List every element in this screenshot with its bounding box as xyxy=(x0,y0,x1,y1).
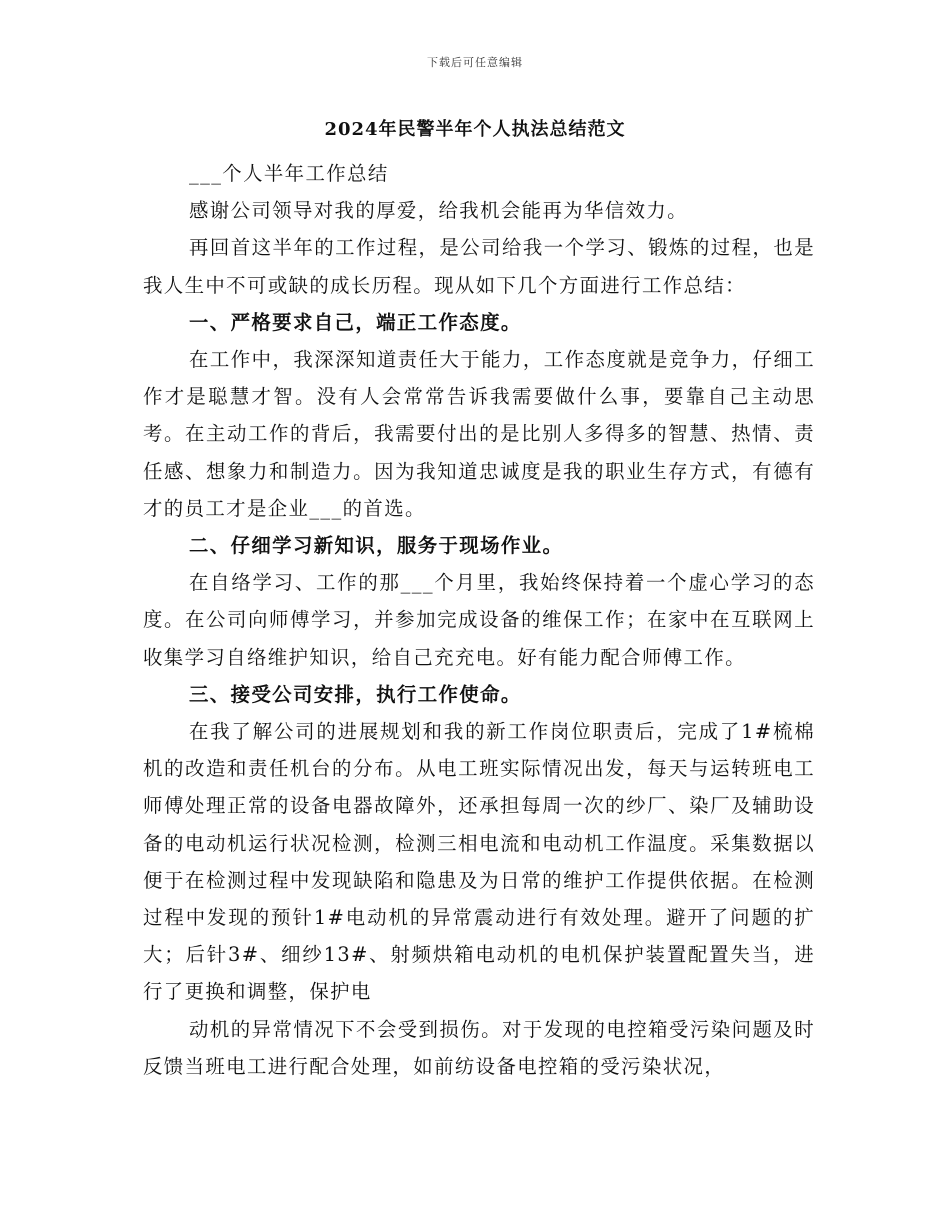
document-title: 2024年民警半年个人执法总结范文 xyxy=(324,119,626,140)
paragraph: 再回首这半年的工作过程，是公司给我一个学习、锻炼的过程，也是我人生中不可或缺的成长历程。现从如下几个方面进行工作总结： xyxy=(143,236,815,297)
paragraph: 在自络学习、工作的那___个月里，我始终保持着一个虚心学习的态度。在公司向师傅学习，并参加完成设备的维保工作；在家中在互联网上收集学习自络维护知识，给自己充充电。好有能力配合师傅工作。 xyxy=(143,571,815,669)
paragraph: 动机的异常情况下不会受到损伤。对于发现的电控箱受污染问题及时反馈当班电工进行配合处理，如前纺设备电控箱的受污染状况， xyxy=(143,1017,815,1078)
paragraph: 感谢公司领导对我的厚爱，给我机会能再为华信效力。 xyxy=(189,199,688,223)
section-heading-2: 二、仔细学习新知识，服务于现场作业。 xyxy=(189,534,564,558)
paragraph-heading-line: ___个人半年工作总结 xyxy=(189,162,389,185)
paragraph: 在工作中，我深深知道责任大于能力，工作态度就是竞争力，仔细工作才是聪慧才智。没有人会常常告诉我需要做什么事，要靠自己主动思考。在主动工作的背后，我需要付出的是比别人多得多的智慧、热情、责任感、想象力和制造力。因为我知道忠诚度是我的职业生存方式，有德有才的员工才是企业___的首选。 xyxy=(143,348,815,520)
section-heading-1: 一、严格要求自己，端正工作态度。 xyxy=(189,310,522,334)
header-note: 下载后可任意编辑 xyxy=(427,56,523,69)
paragraph: 在我了解公司的进展规划和我的新工作岗位职责后，完成了1#梳棉机的改造和责任机台的分布。从电工班实际情况出发，每天与运转班电工师傅处理正常的设备电器故障外，还承担每周一次的纱厂、染厂及辅助设备的电动机运行状况检测，检测三相电流和电动机工作温度。采集数据以便于在检测过程中发现缺陷和隐患及为日常的维护工作提供依据。在检测过程中发现的预针1#电动机的异常震动进行有效处理。避开了问题的扩大；后针3#、细纱13#、射频烘箱电动机的电机保护装置配置失当，进行了更换和调整，保护电 xyxy=(143,720,815,1004)
section-heading-3: 三、接受公司安排，执行工作使命。 xyxy=(189,682,522,706)
document-body xyxy=(143,155,815,1085)
